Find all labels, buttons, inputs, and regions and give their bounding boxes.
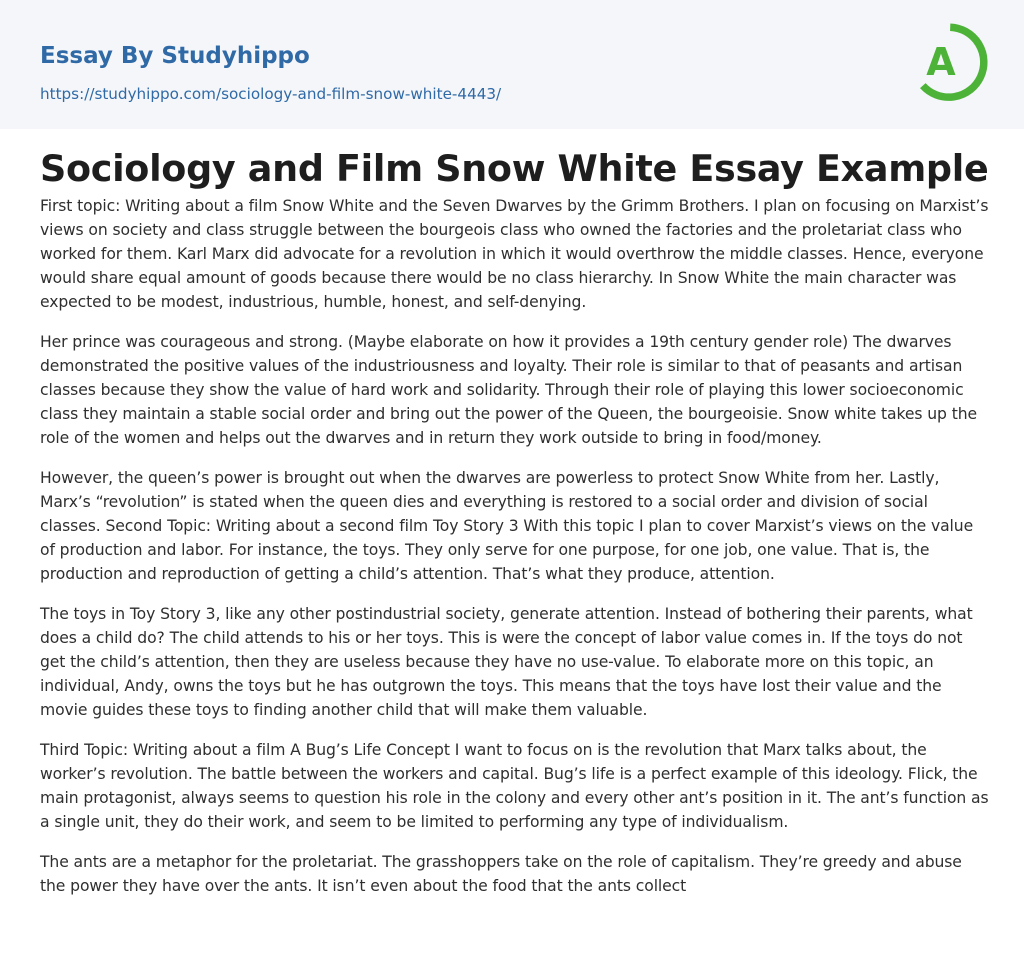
- essay-paragraph: Third Topic: Writing about a film A Bug’s Life Concept I want to focus on is the revolution that Marx talks about, the worker’s revolution. The battle between the workers and capital. Bug’s life is a perfect example of this ideology. Flick, the main protagonist, always seems to question his role in the colony and every other ant’s position in it. The ant’s function as a single unit, they do their work, and seem to be limited to performing any type of individualism.: [40, 741, 989, 831]
- page-url-link[interactable]: https://studyhippo.com/sociology-and-film-snow-white-4443/: [40, 85, 502, 103]
- logo-letter: A: [926, 40, 956, 84]
- studyhippo-logo-icon[interactable]: [906, 20, 990, 104]
- site-brand[interactable]: Essay By Studyhippo: [40, 43, 310, 69]
- essay-paragraph: Her prince was courageous and strong. (Maybe elaborate on how it provides a 19th century gender role) The dwarves demonstrated the positive values of the industriousness and loyalty. Their role is similar to that of peasants and artisan classes because they show the value of hard work and solidarity. Through their role of playing this lower socioeconomic class they maintain a stable social order and bring out the power of the Queen, the bourgeoisie. Snow white takes up the role of the women and helps out the dwarves and in return they work outside to bring in food/money.: [40, 333, 977, 447]
- essay-body: [40, 194, 990, 914]
- essay-paragraph: First topic: Writing about a film Snow White and the Seven Dwarves by the Grimm Brothers. I plan on focusing on Marxist’s views on society and class struggle between the bourgeois class who owned the factories and the proletariat class who worked for them. Karl Marx did advocate for a revolution in which it would overthrow the middle classes. Hence, everyone would share equal amount of goods because there would be no class hierarchy. In Snow White the main character was expected to be modest, industrious, humble, honest, and self-denying.: [40, 197, 989, 311]
- site-header: [0, 0, 1024, 129]
- page-title: Sociology and Film Snow White Essay Example: [40, 147, 989, 190]
- essay-paragraph: The ants are a metaphor for the proletariat. The grasshoppers take on the role of capitalism. They’re greedy and abuse the power they have over the ants. It isn’t even about the food that the ants collect: [40, 853, 962, 895]
- essay-paragraph: However, the queen’s power is brought out when the dwarves are powerless to protect Snow White from her. Lastly, Marx’s “revolution” is stated when the queen dies and everything is restored to a social order and division of social classes. Second Topic: Writing about a second film Toy Story 3 With this topic I plan to cover Marxist’s views on the value of production and labor. For instance, the toys. They only serve for one purpose, for one job, one value. That is, the production and reproduction of getting a child’s attention. That’s what they produce, attention.: [40, 469, 974, 583]
- essay-paragraph: The toys in Toy Story 3, like any other postindustrial society, generate attention. Instead of bothering their parents, what does a child do? The child attends to his or her toys. This is were the concept of labor value comes in. If the toys do not get the child’s attention, then they are useless because they have no use-value. To elaborate more on this topic, an individual, Andy, owns the toys but he has outgrown the toys. This means that the toys have lost their value and the movie guides these toys to finding another child that will make them valuable.: [40, 605, 973, 719]
